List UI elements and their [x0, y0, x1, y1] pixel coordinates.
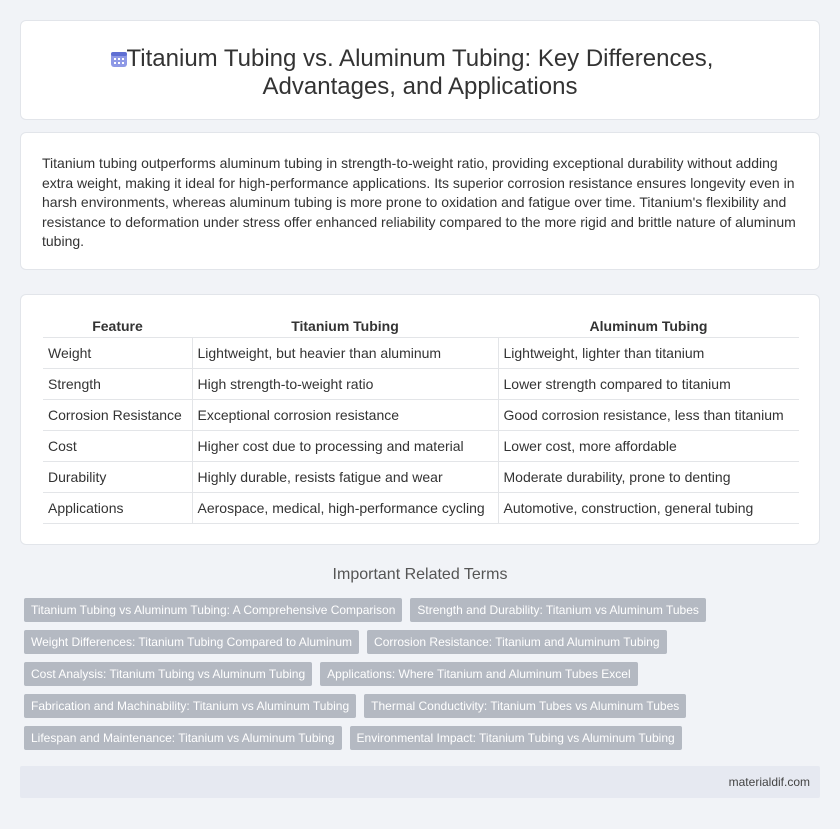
footer-bar	[20, 766, 820, 798]
cell-aluminum: Lightweight, lighter than titanium	[498, 337, 799, 368]
table-row	[43, 399, 799, 430]
cell-aluminum: Lower strength compared to titanium	[498, 368, 799, 399]
related-term-link[interactable]: Weight Differences: Titanium Tubing Compared to Aluminum	[24, 630, 359, 654]
cell-titanium: Higher cost due to processing and material	[192, 430, 498, 461]
title-card	[20, 20, 820, 120]
table-row	[43, 461, 799, 492]
related-terms-list	[24, 598, 820, 758]
cell-titanium: Lightweight, but heavier than aluminum	[192, 337, 498, 368]
related-term-link[interactable]: Fabrication and Machinability: Titanium vs Aluminum Tubing	[24, 694, 356, 718]
cell-titanium: Exceptional corrosion resistance	[192, 399, 498, 430]
header-titanium: Titanium Tubing	[192, 315, 498, 337]
table-row	[43, 337, 799, 368]
related-terms-heading: Important Related Terms	[332, 566, 508, 583]
cell-aluminum: Good corrosion resistance, less than titanium	[498, 399, 799, 430]
cell-aluminum: Moderate durability, prone to denting	[498, 461, 799, 492]
header-aluminum: Aluminum Tubing	[498, 315, 799, 337]
intro-paragraph: Titanium tubing outperforms aluminum tubing in strength-to-weight ratio, providing exceptional durability without adding extra weight, making it ideal for high-performance applications. Its superior corrosion resistance ensures longevity even in harsh environments, whereas aluminum tubing is more prone to oxidation and fatigue over time. Titanium's flexibility and resistance to deformation under stress offer enhanced reliability compared to the more rigid and brittle nature of aluminum tubing.	[42, 155, 796, 249]
cell-aluminum: Lower cost, more affordable	[498, 430, 799, 461]
comparison-table	[43, 315, 799, 524]
cell-feature: Strength	[43, 368, 192, 399]
related-term-link[interactable]: Corrosion Resistance: Titanium and Aluminum Tubing	[367, 630, 666, 654]
cell-titanium: Aerospace, medical, high-performance cycling	[192, 492, 498, 523]
related-term-link[interactable]: Environmental Impact: Titanium Tubing vs Aluminum Tubing	[350, 726, 682, 750]
cell-feature: Applications	[43, 492, 192, 523]
related-term-link[interactable]: Applications: Where Titanium and Aluminum Tubes Excel	[320, 662, 637, 686]
footer-site-name[interactable]: materialdif.com	[728, 775, 810, 789]
cell-aluminum: Automotive, construction, general tubing	[498, 492, 799, 523]
table-header-row	[43, 315, 799, 337]
intro-card	[20, 132, 820, 270]
related-term-link[interactable]: Strength and Durability: Titanium vs Aluminum Tubes	[410, 598, 705, 622]
table-row	[43, 492, 799, 523]
cell-feature: Corrosion Resistance	[43, 399, 192, 430]
related-term-link[interactable]: Cost Analysis: Titanium Tubing vs Aluminum Tubing	[24, 662, 312, 686]
cell-feature: Weight	[43, 337, 192, 368]
cell-titanium: High strength-to-weight ratio	[192, 368, 498, 399]
table-row	[43, 430, 799, 461]
cell-feature: Durability	[43, 461, 192, 492]
related-term-link[interactable]: Thermal Conductivity: Titanium Tubes vs Aluminum Tubes	[364, 694, 686, 718]
cell-feature: Cost	[43, 430, 192, 461]
related-term-link[interactable]: Lifespan and Maintenance: Titanium vs Aluminum Tubing	[24, 726, 342, 750]
table-row	[43, 368, 799, 399]
comparison-table-card	[20, 294, 820, 545]
header-feature: Feature	[43, 315, 192, 337]
page-title: Titanium Tubing vs. Aluminum Tubing: Key Differences, Advantages, and Applications	[126, 45, 714, 100]
related-term-link[interactable]: Titanium Tubing vs Aluminum Tubing: A Comprehensive Comparison	[24, 598, 402, 622]
cell-titanium: Highly durable, resists fatigue and wear	[192, 461, 498, 492]
